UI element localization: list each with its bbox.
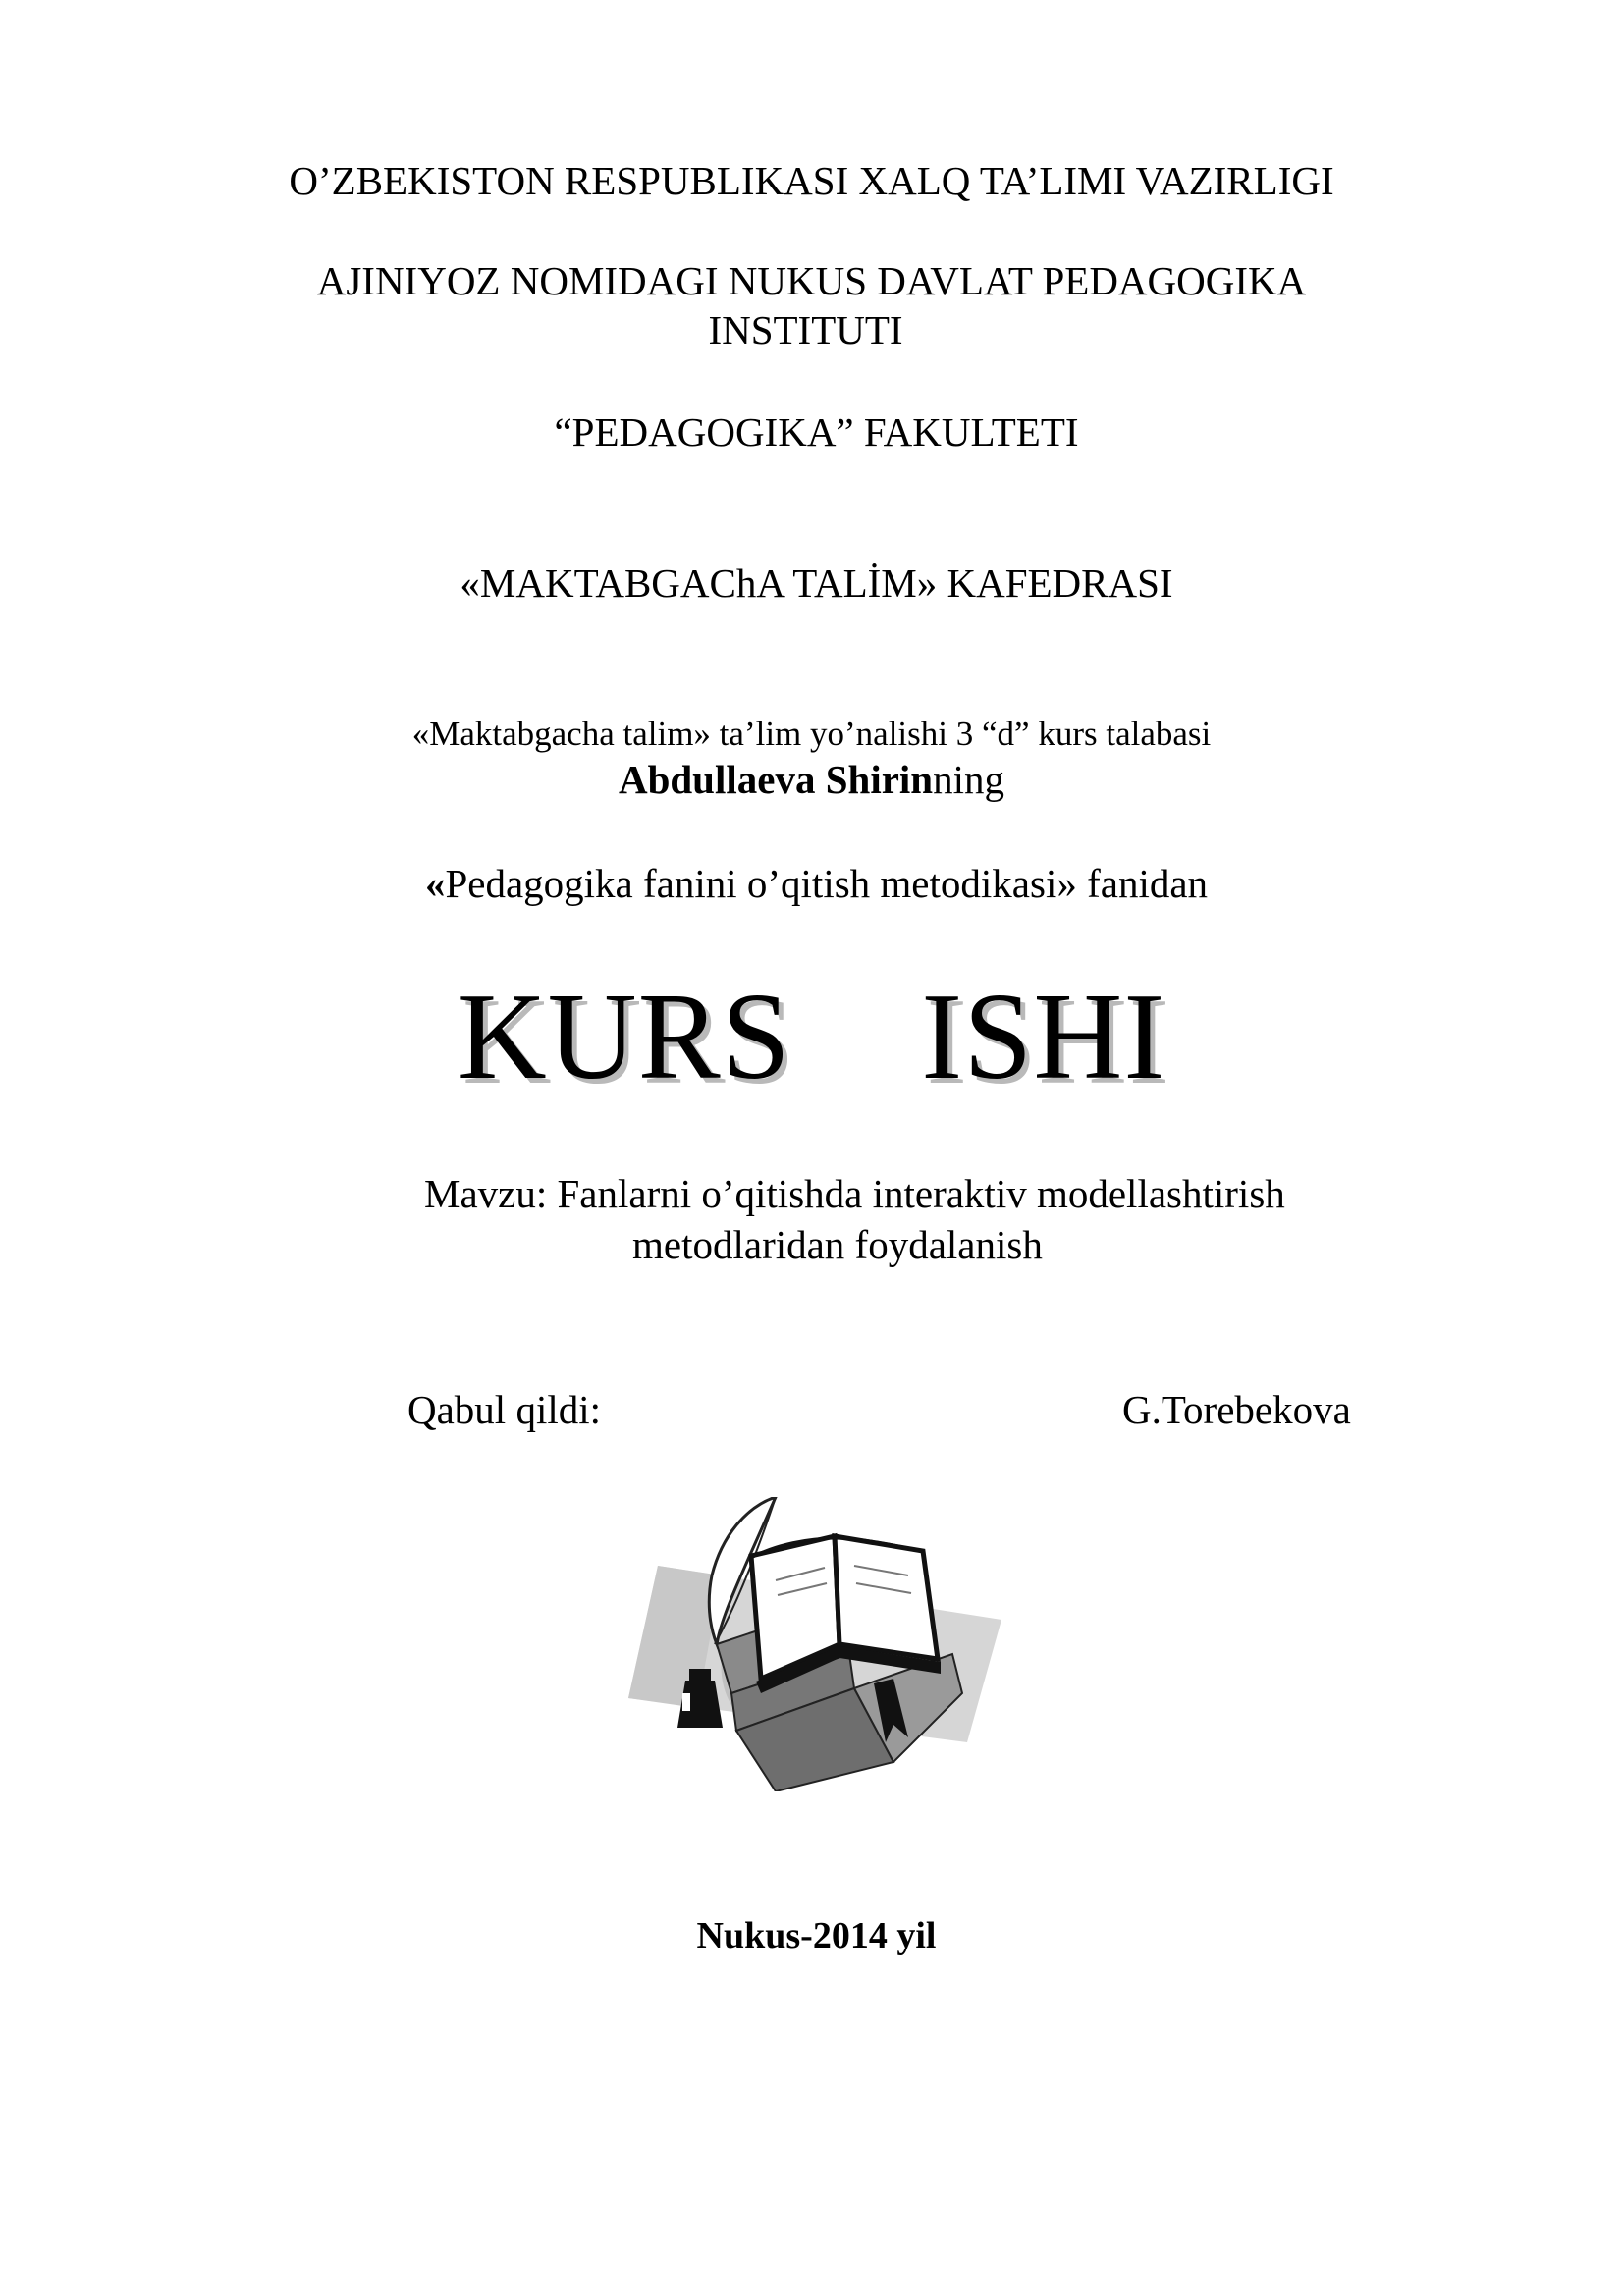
title-word-ishi: ISHI <box>921 969 1166 1105</box>
department-heading: «MAKTABGAChA TALİM» KAFEDRASI <box>460 561 1173 606</box>
topic-line1: Mavzu: Fanlarni o’qitishda interaktiv modellashtirish <box>424 1171 1285 1216</box>
student-intro: «Maktabgacha talim» ta’lim yo’nalishi 3 “d” kurs talabasi <box>411 715 1212 753</box>
document-title <box>0 967 1623 1108</box>
subject-line <box>5 860 1623 907</box>
title-word-kurs: KURS <box>457 969 791 1105</box>
ministry-heading: O’ZBEKISTON RESPUBLIKASI XALQ TA’LIMI VAZIRLIGI <box>289 158 1334 203</box>
topic-line2: metodlaridan foydalanish <box>632 1222 1043 1267</box>
faculty-heading: “PEDAGOGIKA” FAKULTETI <box>554 409 1079 454</box>
subject-text: Pedagogika fanini o’qitish metodikasi» fanidan <box>445 861 1209 906</box>
institute-heading-line2: INSTITUTI <box>708 307 903 352</box>
student-name-line <box>0 756 1623 803</box>
subject-open-quote: « <box>424 861 446 906</box>
book-quill-inkwell-icon <box>628 1497 1006 1791</box>
student-name: Abdullaeva Shirin <box>618 757 934 802</box>
student-name-suffix: ning <box>933 757 1005 802</box>
received-label: Qabul qildi: <box>407 1387 602 1432</box>
footer-place-year: Nukus-2014 yil <box>696 1915 937 1956</box>
supervisor-name: G.Torebekova <box>1122 1387 1351 1432</box>
institute-heading-line1: AJINIYOZ NOMIDAGI NUKUS DAVLAT PEDAGOGIKA <box>316 258 1307 303</box>
